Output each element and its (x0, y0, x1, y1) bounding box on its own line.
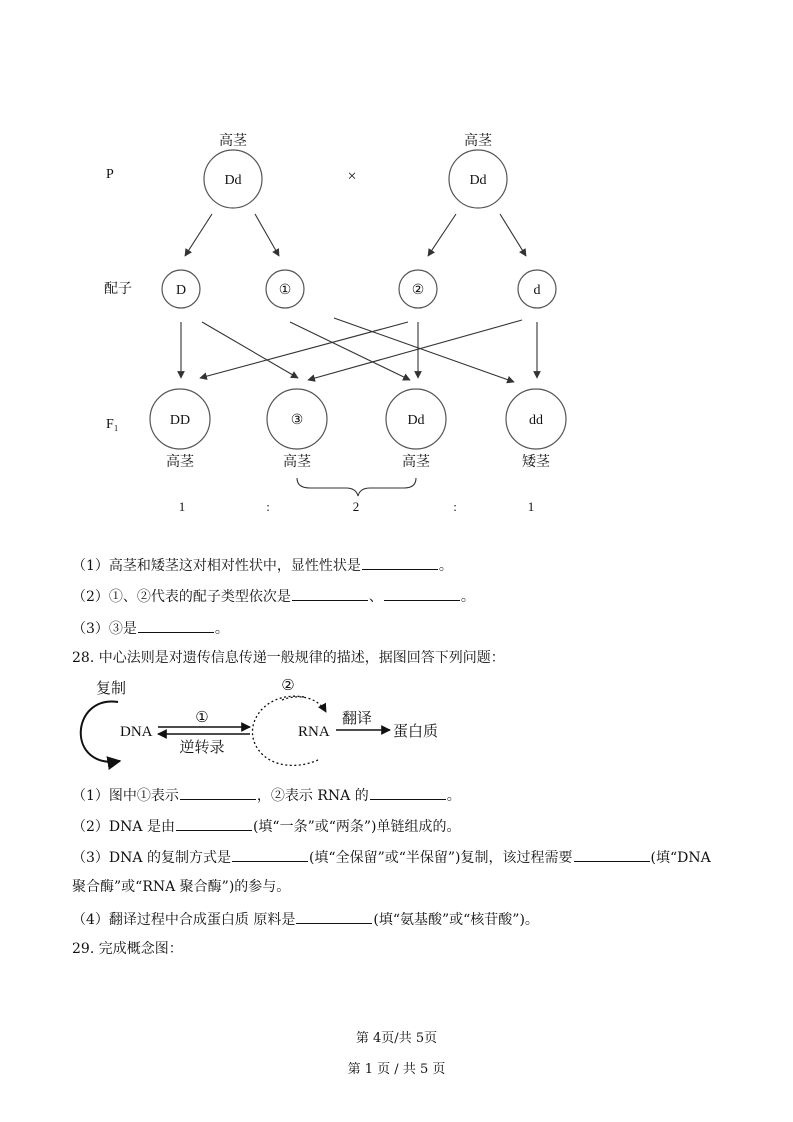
replication-arc (81, 702, 120, 762)
q27-sub2-sep: 、 (368, 589, 383, 605)
q28-sub3-end: (填“DNA (650, 850, 711, 866)
arrow-parent1-to-gamete2 (255, 214, 279, 256)
q28-sub3-blank-1[interactable] (232, 847, 308, 862)
label-reverse-transcription: 逆转录 (179, 740, 225, 756)
q27-sub2-end: 。 (460, 589, 475, 605)
cross-symbol: × (347, 168, 357, 185)
q28-sub1 (72, 785, 461, 805)
label-replication: 复制 (96, 681, 127, 697)
row-label-parent: P (106, 167, 114, 182)
q27-sub1 (72, 555, 453, 575)
row-label-f1: F₁ (106, 417, 119, 432)
gamete-3: ② (411, 283, 425, 298)
parent-1-genotype: Dd (224, 173, 242, 188)
genetic-cross-diagram (0, 0, 793, 530)
gamete-4: d (533, 283, 541, 298)
label-dna: DNA (120, 724, 153, 740)
gamete-2: ① (278, 283, 292, 298)
q27-sub3-end: 。 (214, 621, 229, 637)
label-protein: 蛋白质 (393, 724, 439, 740)
q28-sub1-blank-2[interactable] (370, 785, 446, 800)
label-step2: ② (281, 678, 295, 694)
ratio-sep-2: : (453, 499, 457, 514)
q28-sub3-text: （3）DNA 的复制方式是 (72, 850, 231, 866)
offspring-2-genotype: ③ (290, 413, 304, 428)
q28-sub3-line2: 聚合酶”或“RNA 聚合酶”)的参与。 (72, 879, 291, 895)
arrow-parent1-to-gamete1 (185, 214, 212, 256)
offspring-4-phenotype: 矮茎 (522, 455, 550, 470)
label-translation: 翻译 (341, 711, 373, 727)
label-rna: RNA (298, 724, 330, 740)
ratio-1: 1 (178, 499, 186, 514)
q29-title: 29. 完成概念图： (72, 941, 183, 957)
ratio-sep-1: : (266, 499, 270, 514)
q28-sub3-mid: (填“全保留”或“半保留”)复制，该过程需要 (308, 850, 573, 866)
offspring-3-phenotype: 高茎 (402, 455, 430, 470)
q28-sub3-blank-2[interactable] (574, 847, 650, 862)
q27-sub1-text: （1）高茎和矮茎这对相对性状中，显性性状是 (72, 558, 361, 574)
offspring-2-phenotype: 高茎 (283, 455, 311, 470)
q27-sub2-text: （2）①、②代表的配子类型依次是 (72, 589, 291, 605)
offspring-3-genotype: Dd (407, 413, 425, 428)
q28-sub4-text: （4）翻译过程中合成蛋白质 原料是 (72, 912, 296, 928)
q28-sub4-blank[interactable] (296, 909, 372, 924)
q27-sub2-blank-2[interactable] (384, 586, 460, 601)
footer-page-inner: 第 4页/共 5页 (355, 1031, 438, 1046)
arrow-g3-to-DD (200, 322, 408, 378)
q28-sub2-text: （2）DNA 是由 (72, 819, 175, 835)
arrow-g2-to-dd (334, 318, 514, 382)
gamete-1: D (175, 283, 187, 298)
q28-sub3 (72, 847, 711, 867)
ratio-3: 1 (527, 499, 535, 514)
q28-sub2 (72, 816, 461, 836)
footer-page-outer: 第 1 页 / 共 5 页 (347, 1062, 446, 1077)
q28-sub1-text: （1）图中①表示 (72, 788, 179, 804)
parent-2-phenotype: 高茎 (464, 134, 492, 149)
parent-1-phenotype: 高茎 (219, 134, 247, 149)
ratio-2: 2 (352, 499, 360, 514)
q28-title: 28. 中心法则是对遗传信息传递一般规律的描述，据图回答下列问题： (72, 650, 505, 666)
q28-sub1-end: 。 (446, 788, 461, 804)
arrow-D-to-offspring2 (202, 322, 298, 378)
row-label-gametes: 配子 (104, 282, 132, 297)
rna-replication-arc (252, 696, 318, 765)
q27-sub3-text: （3）③是 (72, 621, 137, 637)
q28-sub4-end: (填“氨基酸”或“核苷酸”)。 (373, 912, 539, 928)
parent-2-genotype: Dd (469, 173, 487, 188)
q27-sub1-end: 。 (438, 558, 453, 574)
arrow-g2-to-Dd (290, 322, 410, 380)
offspring-1-genotype: DD (169, 413, 191, 428)
q28-sub2-blank[interactable] (176, 816, 252, 831)
q28-sub1-mid: ，②表示 RNA 的 (256, 788, 369, 804)
label-step1: ① (195, 710, 209, 726)
arrow-parent2-to-gamete3 (428, 214, 456, 256)
arrow-d-to-offspring2 (308, 320, 522, 380)
q28-sub1-blank-1[interactable] (180, 785, 256, 800)
q27-sub3 (72, 618, 229, 638)
rna-replication-arc-top (282, 697, 326, 712)
offspring-4-genotype: dd (529, 413, 543, 428)
q27-sub2 (72, 586, 475, 606)
ratio-brace (297, 478, 416, 496)
offspring-1-phenotype: 高茎 (166, 455, 194, 470)
q28-sub2-end: (填“一条”或“两条”)单链组成的。 (252, 819, 461, 835)
arrow-parent2-to-gamete4 (500, 214, 526, 256)
q27-sub2-blank-1[interactable] (292, 586, 368, 601)
q27-sub1-blank[interactable] (362, 555, 438, 570)
q28-sub4 (72, 909, 539, 929)
q27-sub3-blank[interactable] (138, 618, 214, 633)
